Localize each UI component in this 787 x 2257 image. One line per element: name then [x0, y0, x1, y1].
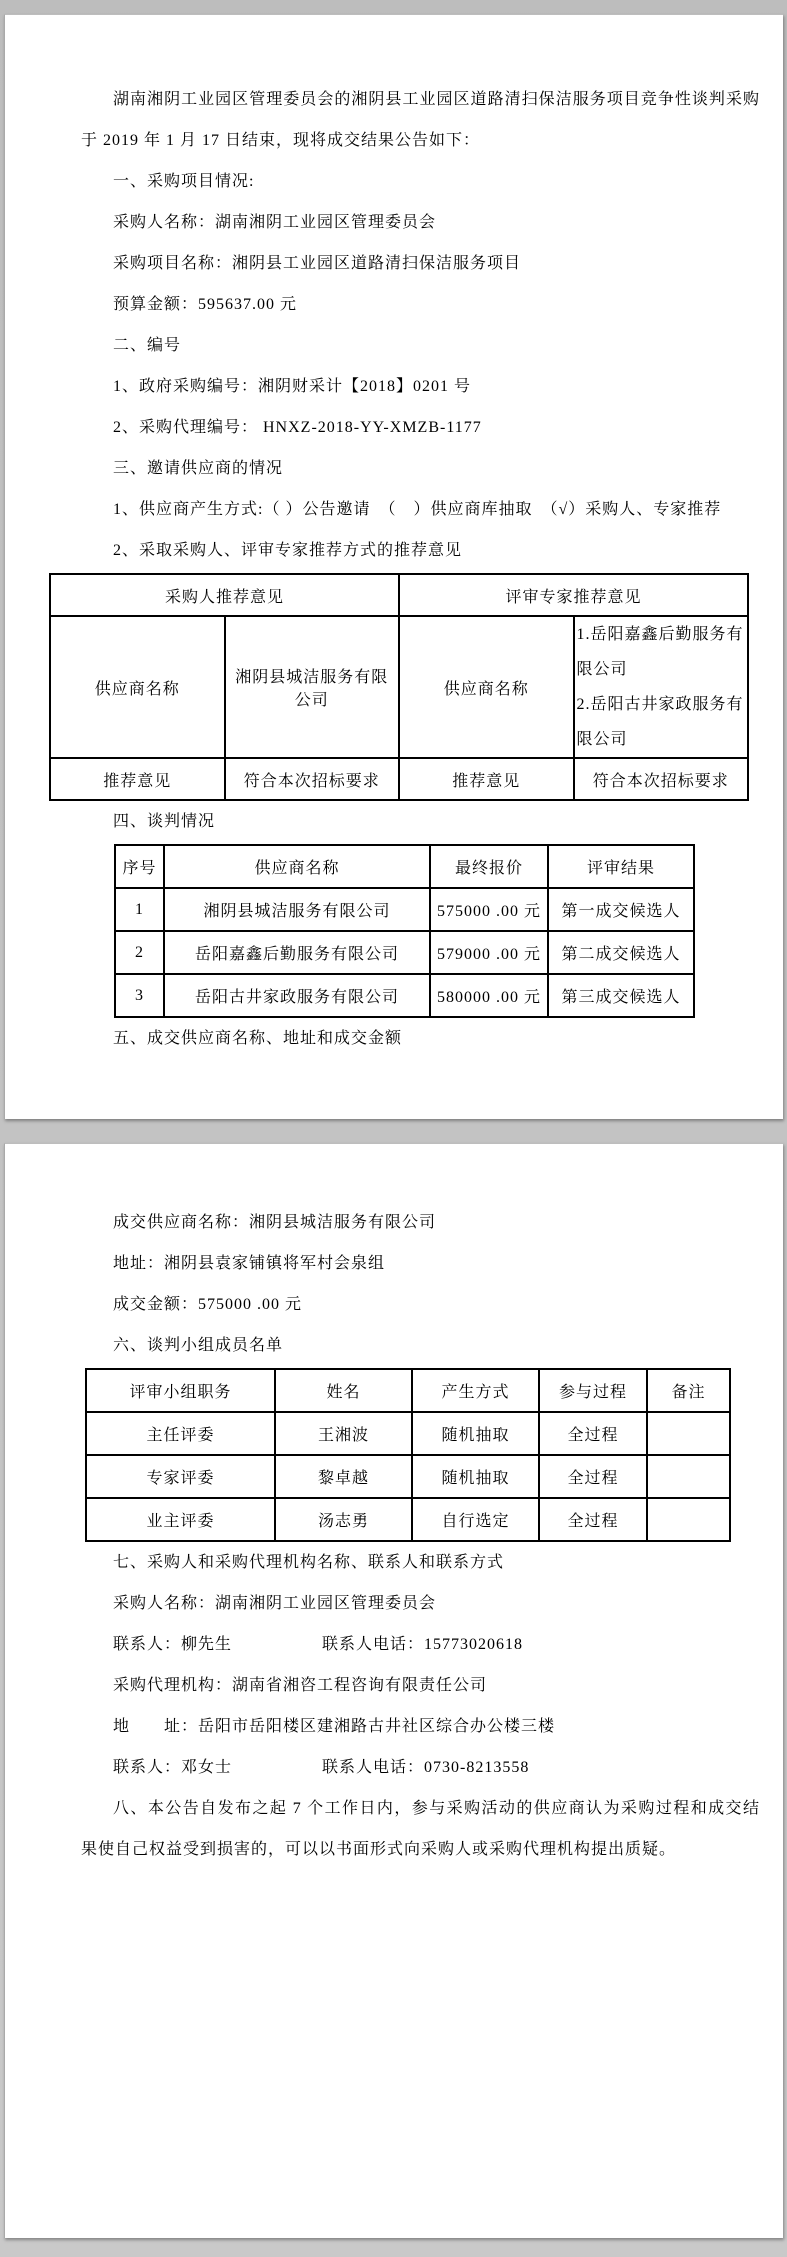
col-header-role: 评审小组职务 [86, 1369, 275, 1412]
table-row [115, 974, 694, 1017]
role-cell: 业主评委 [86, 1498, 275, 1541]
recommendation-table [49, 573, 749, 801]
remarks-cell [647, 1498, 730, 1541]
expert-supplier-1: 1.岳阳嘉鑫后勤服务有限公司 [576, 626, 744, 678]
section-7-heading: 七、采购人和采购代理机构名称、联系人和联系方式 [113, 1554, 505, 1571]
price-cell: 575000 .00 元 [430, 888, 548, 931]
col-header-supplier: 供应商名称 [164, 845, 430, 888]
col-header-final-price: 最终报价 [430, 845, 548, 888]
seq-cell: 2 [115, 931, 164, 974]
participation-cell: 全过程 [539, 1455, 647, 1498]
participation-cell: 全过程 [539, 1412, 647, 1455]
agency-contact-line [81, 1747, 760, 1788]
recommendation-line: 2、采取采购人、评审专家推荐方式的推荐意见 [113, 542, 463, 559]
name-cell: 汤志勇 [275, 1498, 412, 1541]
table-row [86, 1498, 730, 1541]
contact-phone: 联系人电话：0730-8213558 [322, 1759, 530, 1776]
table-row [50, 758, 748, 800]
agency-name-line: 采购代理机构：湖南省湘咨工程咨询有限责任公司 [113, 1677, 488, 1694]
supplier-name-label: 供应商名称 [399, 616, 574, 758]
table-row [115, 888, 694, 931]
table-row [86, 1412, 730, 1455]
table-header-row [86, 1369, 730, 1412]
contact-phone: 联系人电话：15773020618 [322, 1636, 524, 1653]
price-cell: 579000 .00 元 [430, 931, 548, 974]
supplier-cell: 湘阴县城洁服务有限公司 [164, 888, 430, 931]
result-cell: 第二成交候选人 [548, 931, 694, 974]
seq-cell: 3 [115, 974, 164, 1017]
buyer-name-line: 采购人名称：湖南湘阴工业园区管理委员会 [113, 1595, 437, 1612]
supplier-cell: 岳阳古井家政服务有限公司 [164, 974, 430, 1017]
buyer-opinion-value: 符合本次招标要求 [225, 758, 400, 800]
selection-cell: 自行选定 [412, 1498, 539, 1541]
col-header-selection: 产生方式 [412, 1369, 539, 1412]
remarks-cell [647, 1455, 730, 1498]
winner-address-line: 地址：湘阴县袁家铺镇将军村会泉组 [113, 1255, 386, 1272]
expert-supplier-2: 2.岳阳古井家政服务有限公司 [576, 696, 744, 748]
price-cell: 580000 .00 元 [430, 974, 548, 1017]
table-row [86, 1455, 730, 1498]
document-page-2 [4, 1143, 783, 2238]
result-cell: 第一成交候选人 [548, 888, 694, 931]
col-header-result: 评审结果 [548, 845, 694, 888]
name-cell: 黎卓越 [275, 1455, 412, 1498]
result-cell: 第三成交候选人 [548, 974, 694, 1017]
name-cell: 王湘波 [275, 1412, 412, 1455]
supplier-method-line: 1、供应商产生方式:（ ）公告邀请 （ ）供应商库抽取 （√）采购人、专家推荐 [113, 501, 722, 518]
section-4-heading: 四、谈判情况 [113, 813, 216, 830]
panel-members-table [85, 1368, 731, 1542]
agent-no-line: 2、采购代理编号： HNXZ-2018-YY-XMZB-1177 [113, 419, 482, 436]
contact-person: 联系人：柳先生 [113, 1636, 233, 1653]
seq-cell: 1 [115, 888, 164, 931]
budget-line: 预算金额：595637.00 元 [113, 296, 298, 313]
selection-cell: 随机抽取 [412, 1412, 539, 1455]
table-row [50, 574, 748, 616]
opinion-label: 推荐意见 [50, 758, 225, 800]
participation-cell: 全过程 [539, 1498, 647, 1541]
buyer-recommended-supplier: 湘阴县城洁服务有限公司 [225, 616, 400, 758]
opinion-label: 推荐意见 [399, 758, 574, 800]
document-page-1 [4, 14, 783, 1119]
section-1-heading: 一、采购项目情况: [113, 173, 255, 190]
expert-opinion-value: 符合本次招标要求 [574, 758, 749, 800]
section-5-heading: 五、成交供应商名称、地址和成交金额 [113, 1030, 403, 1047]
contact-person: 联系人：邓女士 [113, 1759, 233, 1776]
buyer-name-line: 采购人名称：湖南湘阴工业园区管理委员会 [113, 214, 437, 231]
section-3-heading: 三、邀请供应商的情况 [113, 460, 284, 477]
section-2-heading: 二、编号 [113, 337, 182, 354]
supplier-name-label: 供应商名称 [50, 616, 225, 758]
col-header-seq: 序号 [115, 845, 164, 888]
intro-paragraph: 湖南湘阴工业园区管理委员会的湘阴县工业园区道路清扫保洁服务项目竞争性谈判采购于 2019 年 1 月 17 日结束，现将成交结果公告如下： [81, 91, 760, 149]
negotiation-table [114, 844, 695, 1018]
col-header-remarks: 备注 [647, 1369, 730, 1412]
winner-name-line: 成交供应商名称：湘阴县城洁服务有限公司 [113, 1214, 437, 1231]
deal-amount-line: 成交金额：575000 .00 元 [113, 1296, 303, 1313]
gov-procurement-no-line: 1、政府采购编号：湘阴财采计【2018】0201 号 [113, 378, 472, 395]
table-row [50, 616, 748, 758]
buyer-contact-line [81, 1624, 760, 1665]
table-header-row [115, 845, 694, 888]
col-header-name: 姓名 [275, 1369, 412, 1412]
remarks-cell [647, 1412, 730, 1455]
col-header-participation: 参与过程 [539, 1369, 647, 1412]
selection-cell: 随机抽取 [412, 1455, 539, 1498]
agency-address-line: 地 址：岳阳市岳阳楼区建湘路古井社区综合办公楼三楼 [113, 1718, 556, 1735]
expert-recommendation-header: 评审专家推荐意见 [399, 574, 748, 616]
supplier-cell: 岳阳嘉鑫后勤服务有限公司 [164, 931, 430, 974]
expert-recommended-suppliers [574, 616, 749, 758]
buyer-recommendation-header: 采购人推荐意见 [50, 574, 399, 616]
section-8-notice-paragraph: 八、本公告自发布之起 7 个工作日内，参与采购活动的供应商认为采购过程和成交结果使自己权益受到损害的，可以以书面形式向采购人或采购代理机构提出质疑。 [81, 1800, 760, 1858]
role-cell: 专家评委 [86, 1455, 275, 1498]
project-name-line: 采购项目名称：湘阴县工业园区道路清扫保洁服务项目 [113, 255, 522, 272]
role-cell: 主任评委 [86, 1412, 275, 1455]
section-6-heading: 六、谈判小组成员名单 [113, 1337, 284, 1354]
table-row [115, 931, 694, 974]
